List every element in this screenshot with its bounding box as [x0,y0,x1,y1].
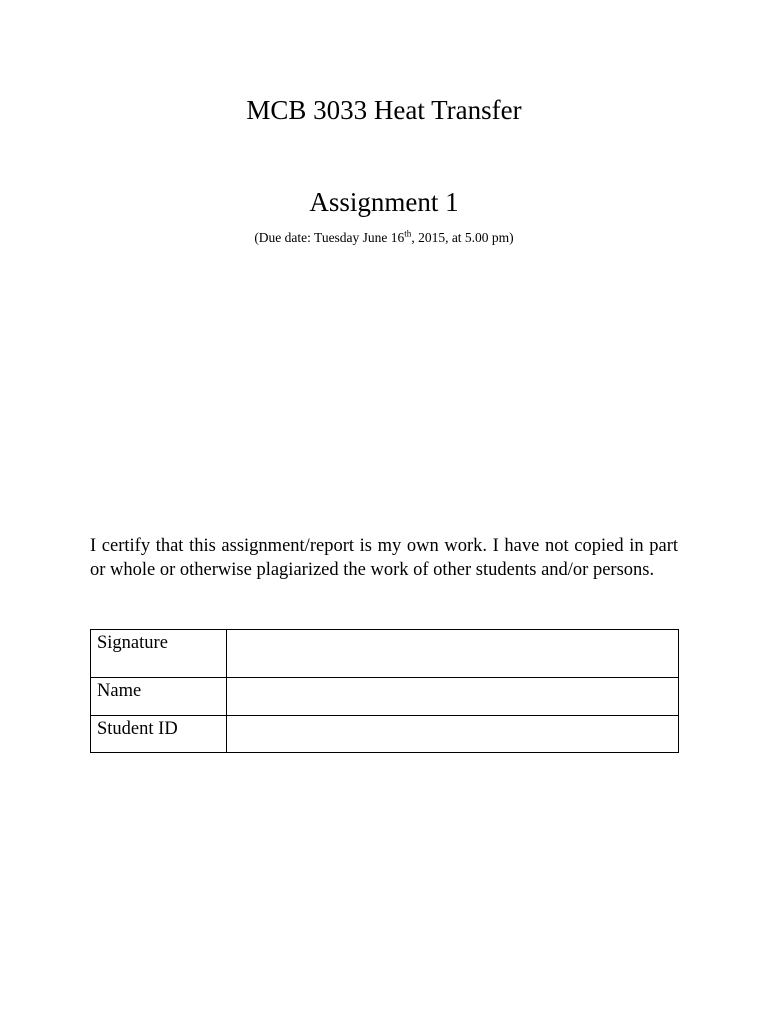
signature-field[interactable] [227,630,679,678]
student-id-label: Student ID [91,716,227,753]
signature-label: Signature [91,630,227,678]
student-id-field[interactable] [227,716,679,753]
name-row [91,678,679,716]
student-id-row [91,716,679,753]
certification-statement: I certify that this assignment/report is my own work. I have not copied in part or whole or otherwise plagiarized the work of other students and/or persons. [90,536,678,580]
assignment-title: Assignment 1 [309,187,459,217]
due-date-suffix: , 2015, at 5.00 pm) [411,230,514,245]
name-label: Name [91,678,227,716]
due-date-superscript: th [404,228,412,239]
course-title: MCB 3033 Heat Transfer [246,95,522,125]
due-date-prefix: (Due date: Tuesday June 16 [254,230,405,245]
signature-row [91,630,679,678]
name-field[interactable] [227,678,679,716]
student-info-table [90,629,679,753]
due-date [0,228,768,248]
